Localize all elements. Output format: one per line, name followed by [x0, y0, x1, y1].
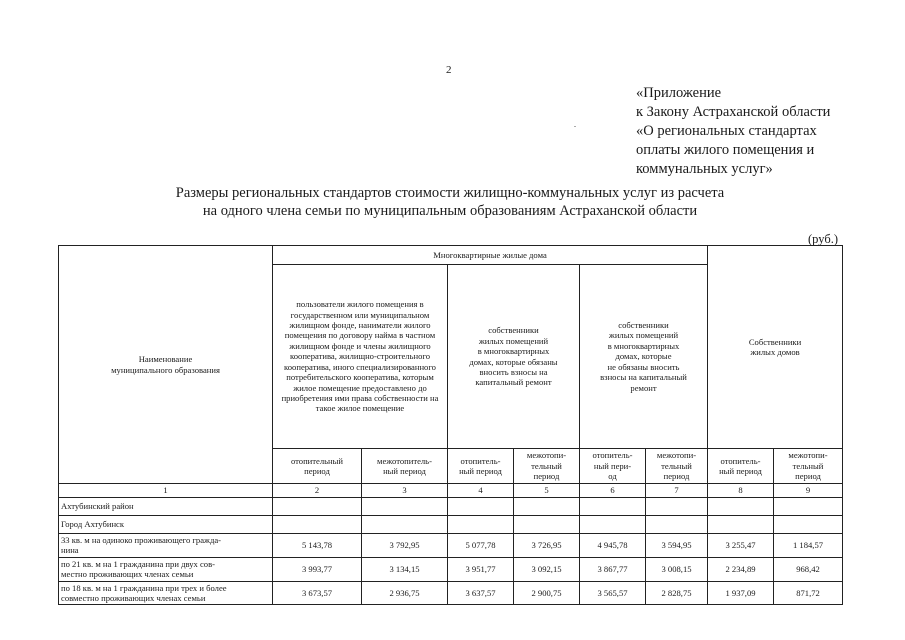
header-category-owners-with-capital-repair: собственники жилых помещений в многоквартирных домах, которые обязаны вносить взносы на капитальный ремонт — [448, 265, 580, 449]
header-category-owners-without-capital-repair: собственники жилых помещений в многоквартирных домах, которые не обязаны вносить взносы на капитальный ремонт — [580, 265, 708, 449]
appendix-line: «Приложение — [636, 85, 722, 101]
table-cell: 3 637,57 — [448, 581, 514, 605]
table-cell — [514, 516, 580, 534]
row-label: по 18 кв. м на 1 гражданина при трех и более совместно проживающих членах семьи — [59, 581, 273, 605]
table-cell — [708, 516, 774, 534]
table-cell — [646, 498, 708, 516]
table-cell — [448, 516, 514, 534]
header-category-tenants: пользователи жилого помещения в государственном или муниципальном жилищном фонде, наниматели жилого помещения по договору найма в частном жилищном фонде и члены жилищного кооператива, жилищно-строительного кооператива, иного специализированного потребительского кооператива, которым жилое помещение предоставлено до приобретения ими права собственности на такое жилое помещение — [273, 265, 448, 449]
scan-dot: . — [574, 120, 576, 129]
column-number: 7 — [646, 484, 708, 498]
table-cell: 871,72 — [774, 581, 843, 605]
currency-unit: (руб.) — [808, 232, 838, 246]
table-cell — [362, 498, 448, 516]
table-cell — [273, 516, 362, 534]
table-cell: 3 673,57 — [273, 581, 362, 605]
table-row — [59, 516, 843, 534]
appendix-note — [636, 84, 901, 179]
header-period: отопительный период — [273, 449, 362, 484]
appendix-line: «О региональных стандартах — [636, 123, 817, 139]
header-period: межотопи- тельный период — [514, 449, 580, 484]
column-number: 6 — [580, 484, 646, 498]
header-period: межотопи- тельный период — [646, 449, 708, 484]
header-period: межотопитель- ный период — [362, 449, 448, 484]
table-cell — [362, 516, 448, 534]
document-title-line-1: Размеры региональных стандартов стоимости жилищно-коммунальных услуг из расчета — [175, 185, 725, 201]
table-cell — [580, 516, 646, 534]
column-number: 5 — [514, 484, 580, 498]
appendix-line: оплаты жилого помещения и — [636, 142, 815, 158]
table-cell: 3 726,95 — [514, 534, 580, 558]
page-number: 2 — [446, 64, 452, 76]
table-cell: 3 134,15 — [362, 557, 448, 581]
table-cell: 5 077,78 — [448, 534, 514, 558]
column-number: 3 — [362, 484, 448, 498]
table-cell: 3 092,15 — [514, 557, 580, 581]
table-cell: 3 255,47 — [708, 534, 774, 558]
header-period: отопитель- ный период — [708, 449, 774, 484]
column-number: 1 — [59, 484, 273, 498]
column-number: 8 — [708, 484, 774, 498]
table-cell: 3 565,57 — [580, 581, 646, 605]
table-cell: 2 936,75 — [362, 581, 448, 605]
table-cell — [514, 498, 580, 516]
header-period: межотопи- тельный период — [774, 449, 843, 484]
table-cell: 4 945,78 — [580, 534, 646, 558]
table-row — [59, 534, 843, 558]
table-cell — [580, 498, 646, 516]
district-name: Ахтубинский район — [59, 498, 273, 516]
table-cell — [273, 498, 362, 516]
table-cell: 5 143,78 — [273, 534, 362, 558]
table-cell — [774, 498, 843, 516]
table-cell: 3 951,77 — [448, 557, 514, 581]
table-cell: 2 900,75 — [514, 581, 580, 605]
city-name: Город Ахтубинск — [59, 516, 273, 534]
header-house-owners: Собственники жилых домов — [708, 246, 843, 449]
header-period: отопитель- ный период — [448, 449, 514, 484]
table-cell — [774, 516, 843, 534]
header-municipality-name: Наименование муниципального образования — [59, 246, 273, 484]
document-title-line-2: на одного члена семьи по муниципальным образованиям Астраханской области — [202, 203, 698, 219]
table-cell — [708, 498, 774, 516]
table-row — [59, 498, 843, 516]
column-number: 2 — [273, 484, 362, 498]
row-label: по 21 кв. м на 1 гражданина при двух сов- местно проживающих членах семьи — [59, 557, 273, 581]
column-number: 4 — [448, 484, 514, 498]
appendix-line: к Закону Астраханской области — [636, 104, 831, 120]
table-cell: 1 184,57 — [774, 534, 843, 558]
table-cell: 3 792,95 — [362, 534, 448, 558]
table-row — [59, 581, 843, 605]
column-number: 9 — [774, 484, 843, 498]
table-cell: 968,42 — [774, 557, 843, 581]
header-apartment-buildings: Многоквартирные жилые дома — [273, 246, 708, 265]
appendix-line: коммунальных услуг» — [636, 161, 773, 177]
table-cell: 2 234,89 — [708, 557, 774, 581]
table-cell: 1 937,09 — [708, 581, 774, 605]
header-period: отопитель- ный пери- од — [580, 449, 646, 484]
table-cell: 3 993,77 — [273, 557, 362, 581]
table-cell: 3 594,95 — [646, 534, 708, 558]
table-row — [59, 557, 843, 581]
standards-table — [58, 245, 843, 605]
table-cell — [646, 516, 708, 534]
table-cell: 3 008,15 — [646, 557, 708, 581]
table-cell: 2 828,75 — [646, 581, 708, 605]
table-cell — [448, 498, 514, 516]
row-label: 33 кв. м на одиноко проживающего гражда- нина — [59, 534, 273, 558]
document-title — [120, 184, 780, 220]
table-cell: 3 867,77 — [580, 557, 646, 581]
